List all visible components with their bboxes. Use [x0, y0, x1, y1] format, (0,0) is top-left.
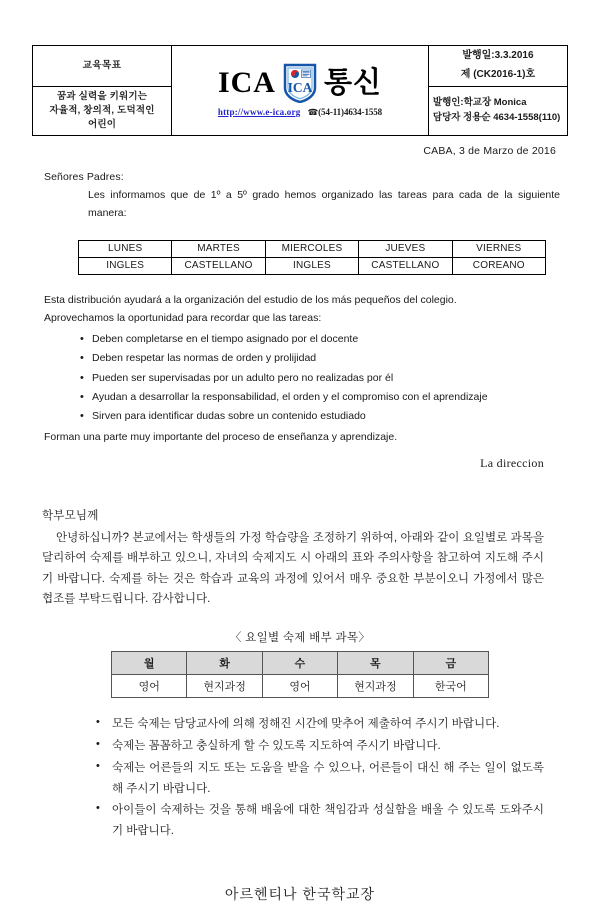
table-cell-subject: 현지과정 — [338, 675, 413, 698]
list-item: • Ayudan a desarrollar la responsabilidad, el orden y el compromiso con el aprendizaje — [80, 388, 568, 407]
korean-schedule-table-wrap — [111, 651, 489, 698]
table-cell-subject: 현지과정 — [187, 675, 262, 698]
korean-paragraph — [42, 528, 544, 610]
list-item: • Pueden ser supervisadas por un adulto pero no realizadas por él — [80, 369, 568, 388]
spanish-schedule-table-wrap — [78, 240, 546, 275]
masthead-goal-title-cell — [33, 46, 172, 87]
spanish-schedule-table — [78, 240, 546, 275]
svg-text:ICA: ICA — [287, 80, 313, 96]
table-header-day: 수 — [262, 652, 337, 675]
list-item: • 숙제는 꼼꼼하고 충실하게 할 수 있도록 지도하여 주시기 바랍니다. — [96, 736, 544, 757]
table-row — [112, 652, 489, 675]
table-cell-subject: 영어 — [112, 675, 187, 698]
table-header-day: 금 — [413, 652, 488, 675]
publisher-info — [429, 93, 567, 129]
spanish-note-line-1: Esta distribución ayudará a la organización del estudio de los más pequeños del colegio. — [44, 293, 457, 306]
goal-title: 교육목표 — [82, 60, 122, 72]
korean-footer-signature: 아르헨티나 한국학교장 — [224, 885, 376, 902]
table-cell-subject: CASTELLANO — [359, 257, 452, 274]
table-row — [112, 675, 489, 698]
table-header-day: 월 — [112, 652, 187, 675]
korean-bullet-list — [32, 714, 544, 841]
table-row — [79, 257, 546, 274]
table-cell-day: MIERCOLES — [265, 240, 358, 257]
spanish-note-line-2: Aprovechamos la oportunidad para recordar que las tareas: — [44, 312, 322, 325]
list-item: • Sirven para identificar dudas sobre un contenido estudiado — [80, 407, 568, 426]
contact-person: 담당자 정용순 4634-1558(110) — [432, 111, 561, 123]
table-cell-subject: INGLES — [79, 257, 172, 274]
list-item: • 모든 숙제는 담당교사에 의해 정해진 시간에 맞추어 제출하여 주시기 바랍니다. — [96, 714, 544, 735]
website-link[interactable]: http://www.e-ica.org — [217, 107, 301, 118]
table-header-day: 목 — [338, 652, 413, 675]
table-cell-day: JUEVES — [359, 240, 452, 257]
wordmark-korean: 통신 — [323, 66, 383, 99]
publisher-name: 발행인:학교장 Monica — [432, 97, 527, 109]
wordmark-row — [172, 59, 428, 107]
telephone-icon: ☎ — [307, 108, 319, 119]
masthead-publisher-cell — [428, 87, 567, 136]
contact-line — [172, 107, 428, 121]
table-header-day: 화 — [187, 652, 262, 675]
table-cell-day: MARTES — [172, 240, 265, 257]
table-cell-subject: 영어 — [262, 675, 337, 698]
phone-digits: (54-11)4634-1558 — [318, 107, 383, 118]
table-cell-day: LUNES — [79, 240, 172, 257]
ica-shield-logo-icon — [283, 63, 317, 103]
phone-number — [308, 107, 382, 117]
table-row — [79, 240, 546, 257]
korean-table-title: 〈 요일별 숙제 배부 과목〉 — [229, 632, 371, 645]
table-cell-subject: 한국어 — [413, 675, 488, 698]
table-cell-day: VIERNES — [452, 240, 545, 257]
table-cell-subject: CASTELLANO — [172, 257, 265, 274]
spanish-bullet-list — [32, 330, 568, 427]
goal-body — [33, 87, 171, 135]
issue-date: 발행일:3.3.2016 — [462, 50, 534, 61]
issue-number: 제 (CK2016-1)호 — [460, 68, 536, 80]
wordmark-latin: ICA — [217, 66, 276, 100]
spanish-closing: Forman una parte muy importante del proceso de enseñanza y aprendizaje. — [44, 430, 398, 443]
list-item: • 숙제는 어른들의 지도 또는 도움을 받을 수 있으나, 어른들이 대신 해 주는 일이 없도록 해 주시기 바랍니다. — [96, 758, 544, 799]
spanish-note — [44, 291, 560, 328]
date-line: CABA, 3 de Marzo de 2016 — [423, 145, 556, 158]
list-item: • 아이들이 숙제하는 것을 통해 배움에 대한 책임감과 성실함을 배울 수 있도록 도와주시기 바랍니다. — [96, 800, 544, 841]
list-item: • Deben completarse en el tiempo asignado por el docente — [80, 330, 568, 349]
masthead-goal-body-cell — [33, 87, 172, 136]
korean-paragraph-text: 안녕하십니까? 본교에서는 학생들의 가정 학습량을 조정하기 위하여, 아래와 같이 요일별로 과목을 달리하여 숙제를 배부하고 있으니, 자녀의 숙제지도 시 아래의 표와 주의사항을 참고하여 지도해 주시기 바랍니다. 숙제를 하는 것은 학습과 교육의 과정에 있어서 매우 중요한 부분이오니 가정에서 많은 협조를 부탁드립니다. 감사합니다. — [42, 531, 544, 605]
masthead-issue-cell — [428, 46, 567, 87]
goal-body-line-1: 꿈과 실력을 키워기는 — [57, 91, 148, 102]
table-cell-subject: COREANO — [452, 257, 545, 274]
goal-body-line-2: 자율적, 창의적, 도덕적인 — [49, 104, 155, 116]
masthead — [32, 45, 568, 136]
spanish-signature: La direccion — [480, 455, 544, 470]
spanish-intro-paragraph: Les informamos que de 1º a 5º grado hemos organizado las tareas para cada de la siguiente manera: — [88, 189, 560, 219]
spanish-salutation: Señores Padres: — [44, 171, 124, 184]
korean-schedule-table — [111, 651, 489, 698]
list-item: • Deben respetar las normas de orden y prolijidad — [80, 349, 568, 368]
korean-salutation: 학부모님께 — [42, 509, 99, 522]
table-cell-subject: INGLES — [265, 257, 358, 274]
logo-block — [172, 57, 428, 124]
masthead-logo-cell — [172, 46, 429, 136]
goal-body-line-3: 어린이 — [87, 118, 117, 130]
